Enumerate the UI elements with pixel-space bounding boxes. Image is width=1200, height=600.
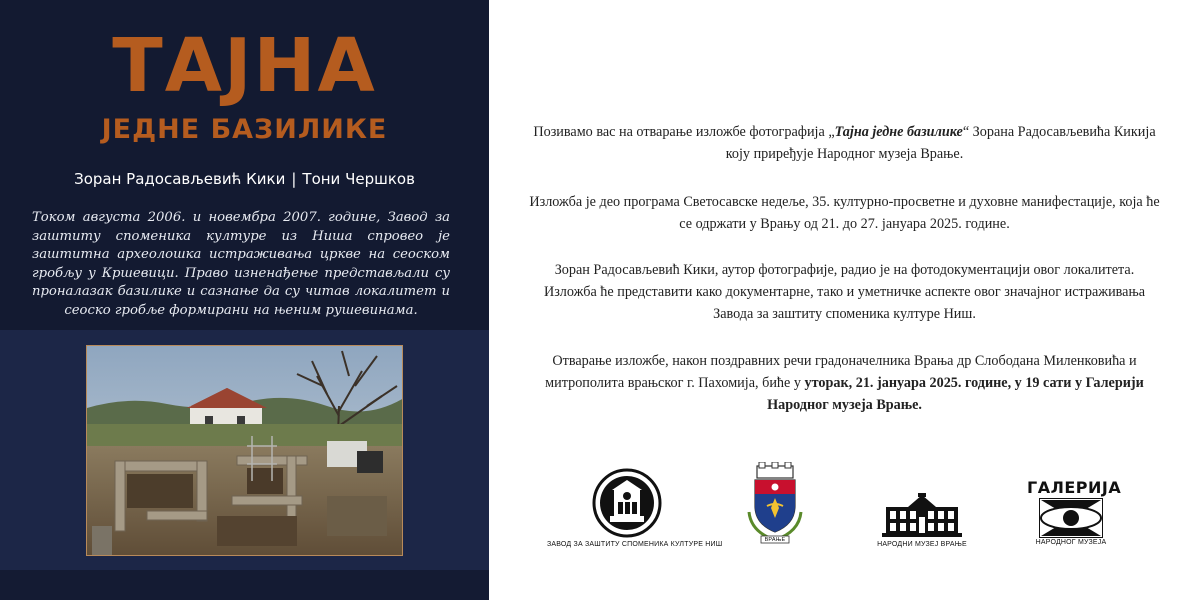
galerija-logo-title: ГАЛЕРИЈА bbox=[1027, 478, 1122, 497]
author-zoran: Зоран Радосављевић Кики bbox=[74, 170, 286, 188]
exhibition-subtitle: ЈЕДНЕ БАЗИЛИКЕ bbox=[101, 114, 388, 145]
right-panel bbox=[489, 0, 1200, 600]
intro-text: Током августа 2006. и новембра 2007. године, Завод за заштиту споменика културе из Ниша спровео је заштитна археолошка истраживања цркве на сеоском гробљу у Кршевици. Право изненађење представљали су проналазак базилике и сазнање да су читав локалитет и сеоско гробље формирани на њеним рушевинама. bbox=[32, 210, 450, 318]
left-panel-bottom bbox=[0, 570, 489, 600]
program-text-2: се одржати у Врању од 21. до 27. јануара 2025. године. bbox=[679, 216, 1010, 232]
invitation-paragraph bbox=[509, 121, 1180, 165]
galerija-logo bbox=[1039, 498, 1103, 538]
invitation-text-start: Позивамо вас на отварање изложбе фотографија „ bbox=[533, 124, 835, 140]
author-text-2: Изложба ће представити како документарне, тако и уметничке аспекте овог значајног истраживања bbox=[543, 284, 1146, 300]
invitation-text-end: “ Зорана Радосављевића Кикија bbox=[962, 124, 1156, 140]
zavod-logo-label: ЗАВОД ЗА ЗАШТИТУ СПОМЕНИКА КУЛТУРЕ НИШ bbox=[547, 541, 723, 548]
galerija-eye-icon bbox=[1039, 498, 1103, 538]
author-separator: | bbox=[291, 170, 297, 188]
author-toni: Тони Чершков bbox=[302, 170, 415, 188]
narodni-muzej-logo bbox=[882, 493, 962, 537]
author-paragraph bbox=[509, 259, 1180, 325]
opening-text-1: Отварање изложбе, након поздравних речи градоначелника Врања др Слободана Миленковића и bbox=[552, 353, 1137, 369]
exhibition-title: ТАЈНА bbox=[112, 23, 377, 109]
vranje-coat-of-arms bbox=[747, 462, 803, 546]
zavod-emblem-icon bbox=[592, 468, 662, 538]
museum-building-icon bbox=[882, 493, 962, 537]
vranje-logo-label: ВРАЊЕ bbox=[764, 537, 786, 543]
author-text-3: Завода за заштиту споменика културе Ниш. bbox=[713, 306, 976, 322]
authors-line bbox=[0, 168, 489, 190]
opening-datetime: уторак, 21. јануара 2025. године, у 19 сати у Галерији bbox=[804, 375, 1144, 391]
invitation-organizer: коју приређује Народног музеја Врање. bbox=[725, 146, 964, 162]
left-panel bbox=[0, 0, 489, 600]
exhibition-name-emphasis: Тајна једне базилике bbox=[834, 124, 963, 140]
opening-venue: Народног музеја Врање. bbox=[767, 397, 922, 413]
galerija-logo-label: НАРОДНОГ МУЗЕЈА bbox=[1035, 539, 1107, 546]
opening-paragraph bbox=[509, 350, 1180, 416]
opening-text-2: митрополита врањског г. Пахомија, биће у bbox=[545, 375, 805, 391]
program-text-1: Изложба је део програма Светосавске недеље, 35. културно-просветне и духовне манифестације, која ће bbox=[529, 194, 1160, 210]
coat-of-arms-icon bbox=[747, 462, 803, 546]
zavod-logo bbox=[592, 468, 662, 538]
program-paragraph bbox=[509, 191, 1180, 235]
author-text-1: Зоран Радосављевић Кики, аутор фотографије, радио је на фотодокументацији овог локалитета. bbox=[554, 262, 1135, 278]
excavation-photo bbox=[86, 345, 403, 556]
excavation-photo-image bbox=[87, 346, 403, 556]
narodni-muzej-logo-label: НАРОДНИ МУЗЕЈ ВРАЊЕ bbox=[877, 541, 967, 548]
